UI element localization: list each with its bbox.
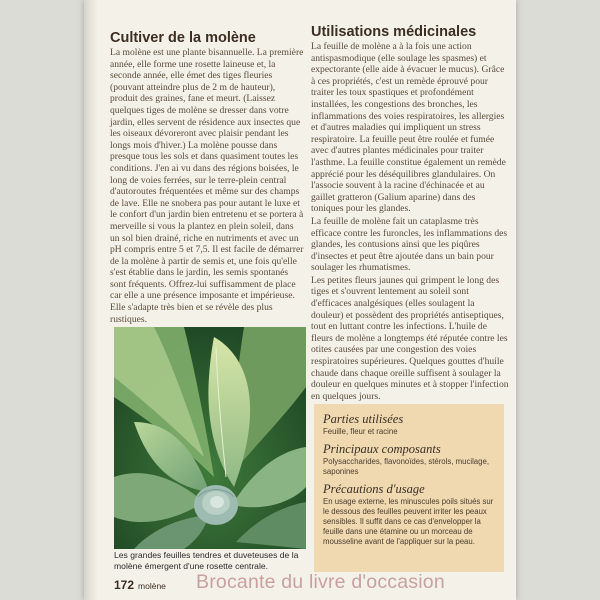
main-components-text: Polysaccharides, flavonoïdes, stérols, mucilage, saponines [323, 457, 489, 476]
parts-used-text: Feuille, fleur et racine [323, 427, 398, 436]
mullein-rosette-photo [114, 327, 306, 549]
medicinal-paragraph-1: La feuille de molène a à la fois une action antispasmodique (elle soulage les spasmes) et expectorante (elle aide à évacuer le mucus). Grâce à ces propriétés, c'est un remède éprouvé pour traiter les toux spastiques et profondément installées, les congestions des bronches, les inflammations des voies respiratoires, les allergies et d'autres maladies qui impliquent un stress respiratoire. La feuille peut être roulée et fumée avec d'autres plantes médicinales pour traiter l'asthme. La feuille constitue également un remède apprécié pour les déséquilibres glandulaires. On l'associe souvent à la racine d'échinacée et au gaillet gratteron (Galium aparine) dans des toniques pour les glandes. [311, 41, 506, 215]
precautions-text: En usage externe, les minuscules poils situés sur le dessous des feuilles peuvent irriter les peaux sensibles. Il suffit dans ce cas d'envelopper la feuille dans une étamine ou un morceau de mousseline avant de l'appliquer sur la peau. [323, 497, 494, 546]
info-box [314, 404, 504, 572]
heading-cultivation: Cultiver de la molène [110, 30, 256, 46]
page-gutter-shadow [84, 0, 98, 600]
precautions-title: Précautions d'usage [323, 482, 425, 496]
photo-caption: Les grandes feuilles tendres et duveteuses de la molène émergent d'une rosette centrale. [114, 550, 299, 571]
medicinal-paragraph-3: Les petites fleurs jaunes qui grimpent le long des tiges et s'ouvrent lentement au soleil sont d'efficaces analgésiques (elles soulagent la douleur) et possèdent des propriétés antiseptiques, tout en luttant contre les infections. L'huile de fleurs de molène a longtemps été réputée contre les otites causées par une congestion des voies respiratoires supérieures. Quelques gouttes d'huile chaude dans chaque oreille suffisent à soulager la douleur en quelques minutes et à stopper l'infection en quelques jours. [311, 274, 509, 402]
heading-medicinal-uses: Utilisations médicinales [311, 24, 477, 40]
page-folio [114, 576, 166, 594]
medicinal-paragraph-2: La feuille de molène fait un cataplasme très efficace contre les furoncles, les inflammations des glandes, les contusions ainsi que les piqûres d'insectes et peut être ajoutée dans un bain pour soulager les rhumatismes. [311, 215, 508, 274]
left-column [110, 30, 304, 325]
watermark: Brocante du livre d'occasion [196, 571, 445, 593]
running-word: molène [138, 581, 166, 591]
main-components-title: Principaux composants [323, 442, 441, 456]
parts-used-title: Parties utilisées [323, 412, 404, 426]
right-column [311, 24, 509, 402]
cultivation-paragraph: La molène est une plante bisannuelle. La première année, elle forme une rosette laineuse et, la seconde année, elle émet des tiges fleuries (pouvant atteindre plus de 2 m de hauteur), produit des graines, fane et meurt. (Laissez quelques tiges de molène se dresser dans votre jardin, elles servent de résidence aux insectes que les oiseaux dévoreront avec plaisir pendant les longs mois d'hiver.) La molène pousse dans presque tous les sols et dans quasiment toutes les conditions. J'en ai vu dans des régions boisées, le long de voies ferrées, sur le terre-plein central d'autoroutes fréquentées et même sur des champs de lave. Elle ne snobera pas pour autant le luxe et le confort d'un jardin bien entretenu et se portera à merveille si vous la plantez en plein soleil, dans un sol bien drainé, riche en nutriments et avec un pH compris entre 5 et 7,5. Il est facile de démarrer de la molène à partir de semis et, une fois qu'elle s'est établie dans le jardin, les semis spontanés sont fréquents. Offrez-lui suffisamment de place car elle a une présence imposante et impérieuse. Elle s'adapte très bien et se révèle des plus rustiques. [110, 47, 304, 325]
page-number: 172 [114, 578, 135, 592]
